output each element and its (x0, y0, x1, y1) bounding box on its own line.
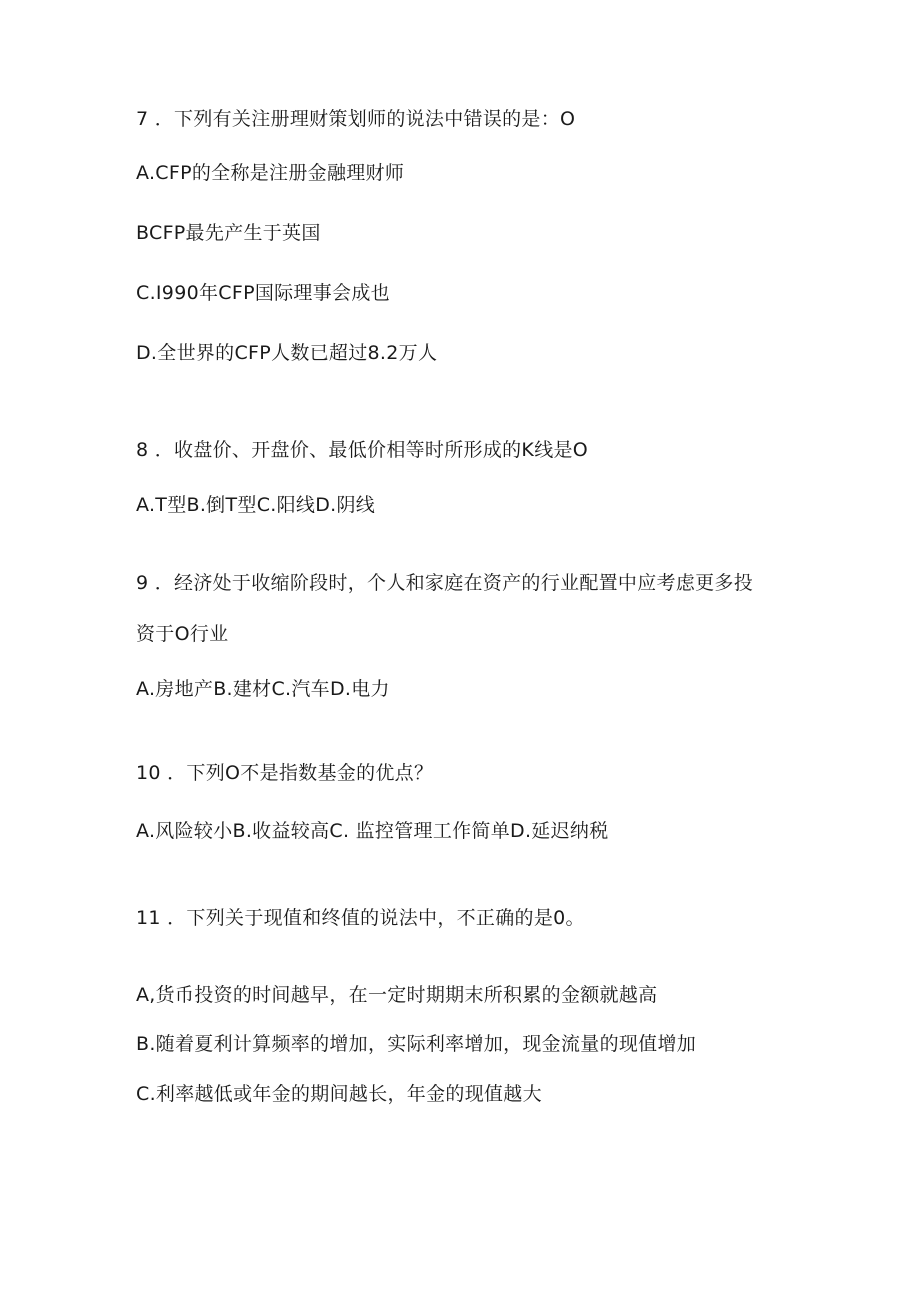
question-10-options: A.风险较小B.收益较高C. 监控管理工作简单D.延迟纳税 (136, 820, 609, 842)
question-7-option-a: A.CFP的全称是注册金融理财师 (136, 162, 405, 184)
question-8-stem: 8 ．收盘价、开盘价、最低价相等时所形成的K线是O (136, 439, 589, 461)
question-9-stem-line-2: 资于O行业 (136, 623, 229, 645)
question-8-options: A.T型B.倒T型C.阳线D.阴线 (136, 494, 376, 516)
question-11-stem: 11 ．下列关于现值和终值的说法中，不正确的是0。 (136, 907, 585, 929)
question-10-stem: 10 ．下列O不是指数基金的优点？ (136, 762, 434, 784)
question-7-option-b: BCFP最先产生于英国 (136, 222, 321, 244)
question-11-option-a: A,货币投资的时间越早，在一定时期期末所积累的金额就越高 (136, 984, 658, 1006)
question-9-stem-line-1: 9 ．经济处于收缩阶段时，个人和家庭在资产的行业配置中应考虑更多投 (136, 572, 754, 594)
question-7-stem: 7 ．下列有关注册理财策划师的说法中错误的是：O (136, 108, 576, 130)
question-11-option-c: C.利率越低或年金的期间越长，年金的现值越大 (136, 1083, 542, 1105)
question-7-option-c: C.I990年CFP国际理事会成也 (136, 282, 390, 304)
question-7-option-d: D.全世界的CFP人数已超过8.2万人 (136, 342, 438, 364)
question-11-option-b: B.随着夏利计算频率的增加，实际利率增加，现金流量的现值增加 (136, 1033, 697, 1055)
question-9-options: A.房地产B.建材C.汽车D.电力 (136, 678, 390, 700)
